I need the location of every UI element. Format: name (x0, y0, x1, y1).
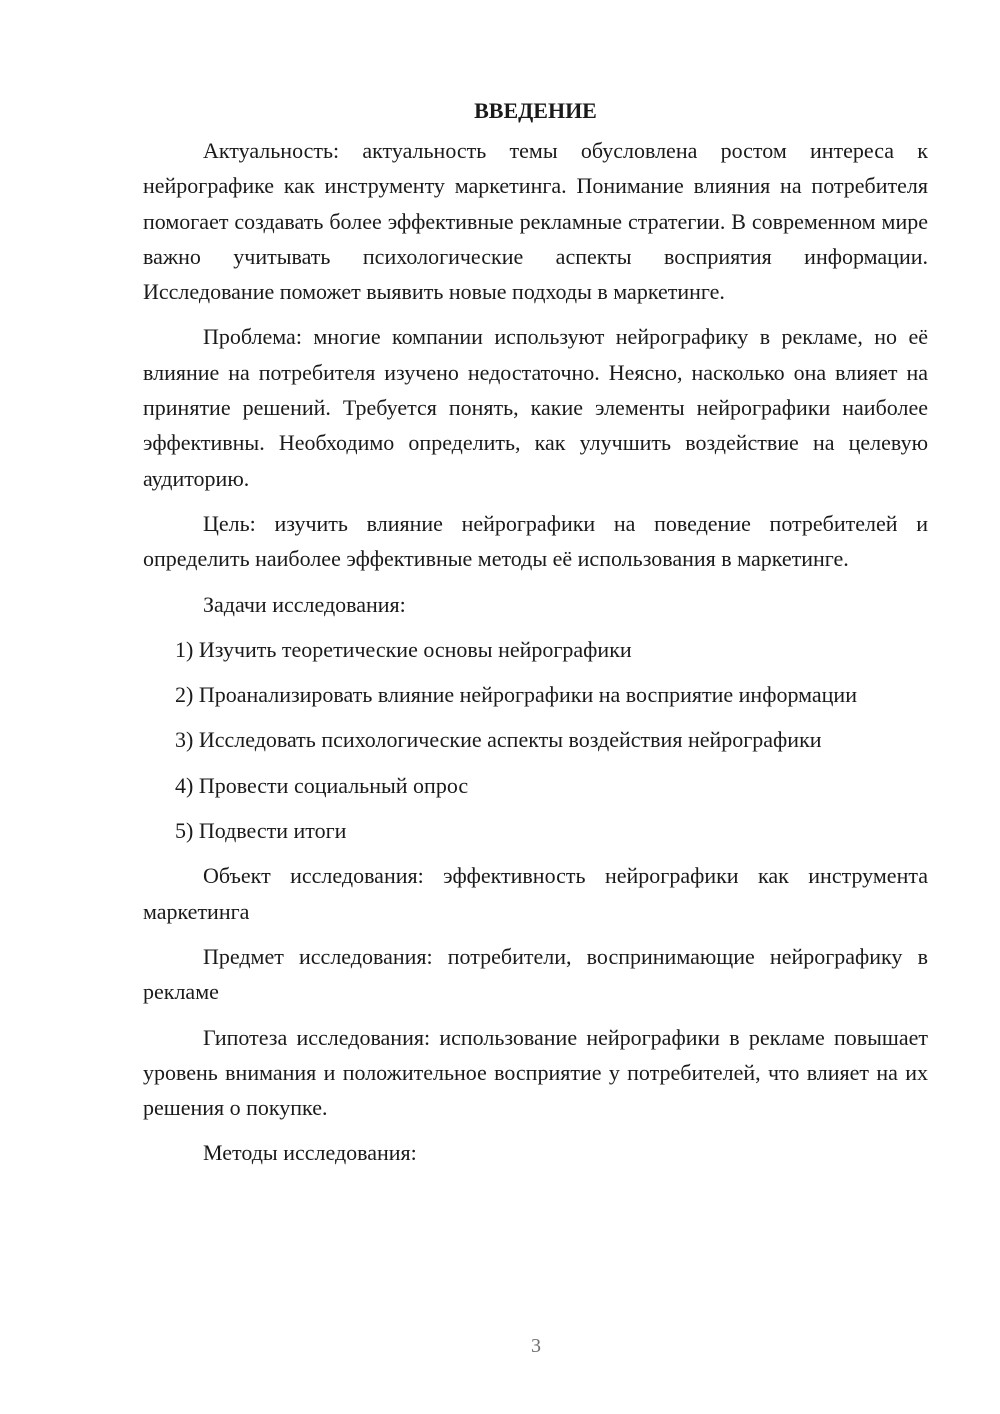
goal-paragraph: Цель: изучить влияние нейрографики на поведение потребителей и определить наиболее эффективные методы её использования в маркетинге. (143, 510, 928, 572)
tasks-heading: Задачи исследования: (203, 591, 406, 617)
problem-paragraph: Проблема: многие компании используют нейрографику в рекламе, но её влияние на потребителя изучено недостаточно. Неясно, насколько она влияет на принятие решений. Требуется понять, какие элементы нейрографики наиболее эффективны. Необходимо определить, как улучшить воздействие на целевую аудиторию. (143, 324, 928, 491)
page-number: 3 (531, 1335, 541, 1357)
relevance-paragraph: Актуальность: актуальность темы обусловлена ростом интереса к нейрографике как инструменту маркетинга. Понимание влияния на потребителя помогает создавать более эффективные рекламные стратегии. В современном мире важно учитывать психологические аспекты восприятия информации. Исследование поможет выявить новые подходы в маркетинге. (143, 138, 928, 305)
page-content (143, 93, 928, 1171)
subject-paragraph: Предмет исследования: потребители, воспринимающие нейрографику в рекламе (143, 943, 928, 1005)
task-item-4: 4) Провести социальный опрос (175, 772, 469, 798)
hypothesis-paragraph: Гипотеза исследования: использование нейрографики в рекламе повышает уровень внимания и положительное восприятие у потребителей, что влияет на их решения о покупке. (143, 1024, 928, 1121)
page-title: ВВЕДЕНИЕ (474, 98, 597, 123)
task-item-3: 3) Исследовать психологические аспекты воздействия нейрографики (175, 727, 822, 753)
object-paragraph: Объект исследования: эффективность нейрографики как инструмента маркетинга (143, 863, 928, 924)
task-item-5: 5) Подвести итоги (175, 818, 347, 844)
task-item-2: 2) Проанализировать влияние нейрографики на восприятие информации (175, 682, 857, 708)
methods-heading: Методы исследования: (203, 1140, 417, 1166)
task-item-1: 1) Изучить теоретические основы нейрографики (175, 636, 632, 662)
